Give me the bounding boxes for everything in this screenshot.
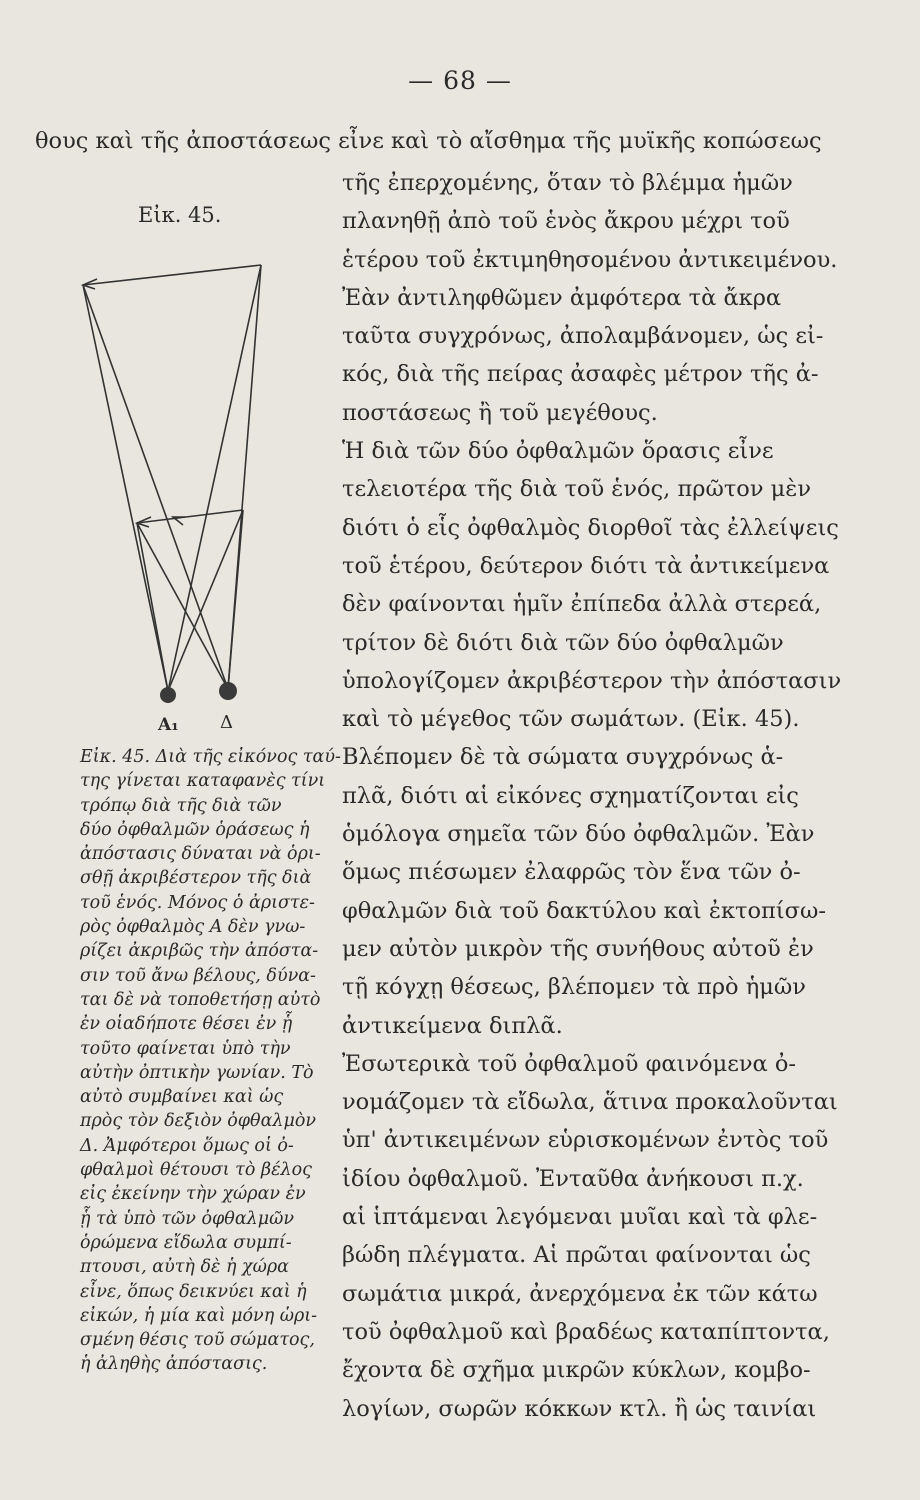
text-line: λογίων, σωρῶν κόκκων κτλ. ἢ ὡς ταινίαι <box>342 1395 817 1422</box>
text-line: τῆς ἐπερχομένης, ὅταν τὸ βλέμμα ἡμῶν <box>342 170 793 196</box>
caption-line: αὐτὴν ὀπτικὴν γωνίαν. Τὸ <box>80 1062 314 1083</box>
text-line: Βλέπομεν δὲ τὰ σώματα συγχρόνως ἁ- <box>342 744 784 771</box>
page-number: — 68 — <box>408 66 512 95</box>
near-arrow-shaft <box>137 510 243 523</box>
text-line: Ἐσωτερικὰ τοῦ ὀφθαλμοῦ φαινόμενα ὀ- <box>342 1050 797 1077</box>
text-line: ἑτέρου τοῦ ἐκτιμηθησομένου ἀντικειμένου. <box>342 246 838 273</box>
right-eye <box>219 682 237 700</box>
caption-line: πτουσι, αὐτὴ δὲ ἡ χώρα <box>80 1257 289 1278</box>
diagram-svg <box>75 255 275 735</box>
text-line: τοῦ ἑτέρου, δεύτερον διότι τὰ ἀντικείμενα <box>342 552 830 579</box>
text-line: νομάζομεν τὰ εἴδωλα, ἅτινα προκαλοῦνται <box>342 1089 838 1116</box>
first-text-line: θους καὶ τῆς ἀποστάσεως εἶνε καὶ τὸ αἴσθημα τῆς μυϊκῆς κοπώσεως <box>35 128 822 154</box>
figure-label: Εἰκ. 45. <box>138 203 222 227</box>
text-line: πλανηθῇ ἀπὸ τοῦ ἑνὸς ἄκρου μέχρι τοῦ <box>342 208 790 235</box>
caption-line: εἰκών, ἡ μία καὶ μόνη ὡρι- <box>80 1305 318 1326</box>
caption-line: της γίνεται καταφανὲς τίνι <box>80 771 326 792</box>
caption-line: ἐν οἱαδήποτε θέσει ἐν ᾗ <box>80 1014 293 1035</box>
text-line: τοῦ ὀφθαλμοῦ καὶ βραδέως καταπίπτοντα, <box>342 1318 830 1345</box>
text-line: καὶ τὸ μέγεθος τῶν σωμάτων. (Εἰκ. 45). <box>342 706 800 733</box>
text-line: τελειοτέρα τῆς διὰ τοῦ ἑνός, πρῶτον μὲν <box>342 476 812 503</box>
caption-line: ἀπόστασις δύναται νὰ ὁρι- <box>80 844 321 865</box>
text-line: δὲν φαίνονται ἡμῖν ἐπίπεδα ἀλλὰ στερεά, <box>342 591 822 618</box>
text-line: Ἐὰν ἀντιληφθῶμεν ἀμφότερα τὰ ἄκρα <box>342 284 782 311</box>
caption-line: σιν τοῦ ἄνω βέλους, δύνα- <box>80 965 316 986</box>
far-arrow-shaft <box>83 265 261 285</box>
text-line: ὅμως πιέσωμεν ἐλαφρῶς τὸν ἕνα τῶν ὀ- <box>342 859 801 886</box>
text-line: ὑπολογίζομεν ἀκριβέστερον τὴν ἀπόστασιν <box>342 667 842 694</box>
text-line: ὑπ' ἀντικειμένων εὑρισκομένων ἐντὸς τοῦ <box>342 1127 829 1154</box>
text-line: ὁμόλογα σημεῖα τῶν δύο ὀφθαλμῶν. Ἐὰν <box>342 821 815 848</box>
caption-line: ὁρώμενα εἴδωλα συμπί- <box>80 1232 292 1253</box>
text-line: ἰδίου ὀφθαλμοῦ. Ἐνταῦθα ἀνήκουσι π.χ. <box>342 1165 804 1192</box>
caption-line: αὐτὸ συμβαίνει καὶ ὡς <box>80 1087 284 1108</box>
text-line: ἔχοντα δὲ σχῆμα μικρῶν κύκλων, κομβο- <box>342 1357 811 1384</box>
left-eye <box>160 687 176 703</box>
caption-line: πρὸς τὸν δεξιὸν ὀφθαλμὸν <box>80 1111 317 1132</box>
caption-line: Δ. Ἀμφότεροι ὅμως οἱ ὀ- <box>80 1135 294 1156</box>
text-line: σωμάτια μικρά, ἀνερχόμενα ἐκ τῶν κάτω <box>342 1280 818 1307</box>
caption-line: ρὸς ὀφθαλμὸς Α δὲν γνω- <box>80 917 306 938</box>
sight-line <box>137 523 168 691</box>
sight-line <box>168 265 261 691</box>
text-line: πλᾶ, διότι αἱ εἰκόνες σχηματίζονται εἰς <box>342 782 799 809</box>
text-line: τρίτον δὲ διότι διὰ τῶν δύο ὀφθαλμῶν <box>342 629 784 656</box>
left-eye-label: Α₁ <box>158 715 179 735</box>
text-line: ἀντικείμενα διπλᾶ. <box>342 1012 563 1039</box>
binocular-vision-diagram <box>75 255 275 739</box>
text-line: φθαλμῶν διὰ τοῦ δακτύλου καὶ ἐκτοπίσω- <box>342 897 826 924</box>
text-line: βώδη πλέγματα. Αἱ πρῶται φαίνονται ὡς <box>342 1242 811 1269</box>
text-line: διότι ὁ εἷς ὀφθαλμὸς διορθοῖ τὰς ἐλλείψεις <box>342 514 839 541</box>
caption-line: εἶνε, ὅπως δεικνύει καὶ ἡ <box>80 1281 307 1302</box>
text-line: κός, διὰ τῆς πείρας ἀσαφὲς μέτρον τῆς ἀ- <box>342 361 819 388</box>
caption-line: τοῦ ἑνός. Μόνος ὁ ἀριστε- <box>80 892 315 913</box>
main-text-column <box>342 164 862 1428</box>
caption-line: ρίζει ἀκριβῶς τὴν ἀπόστα- <box>80 941 319 962</box>
text-line: ταῦτα συγχρόνως, ἀπολαμβάνομεν, ὡς εἰ- <box>342 323 824 350</box>
caption-line: εἰς ἐκείνην τὴν χώραν ἐν <box>80 1184 306 1205</box>
sight-line <box>228 510 243 689</box>
text-line: ποστάσεως ἢ τοῦ μεγέθους. <box>342 399 658 426</box>
caption-line: ἡ ἀληθὴς ἀπόστασις. <box>80 1354 268 1375</box>
caption-line: δύο ὀφθαλμῶν ὁράσεως ἡ <box>80 819 310 840</box>
right-eye-label: Δ <box>220 712 233 733</box>
text-line: αἱ ἱπτάμεναι λεγόμεναι μυῖαι καὶ τὰ φλε- <box>342 1204 818 1231</box>
text-line: μεν αὐτὸν μικρὸν τῆς συνήθους αὐτοῦ ἐν <box>342 935 814 962</box>
text-line: τῇ κόγχῃ θέσεως, βλέπομεν τὰ πρὸ ἡμῶν <box>342 974 806 1001</box>
caption-line: ται δὲ νὰ τοποθετήσῃ αὐτὸ <box>80 989 321 1010</box>
caption-line: τρόπῳ διὰ τῆς διὰ τῶν <box>80 795 282 816</box>
caption-line: σμένη θέσις τοῦ σώματος, <box>80 1330 315 1351</box>
caption-line: Εἰκ. 45. Διὰ τῆς εἰκόνος ταύ- <box>80 747 341 767</box>
caption-line: φθαλμοὶ θέτουσι τὸ βέλος <box>80 1160 312 1181</box>
caption-line: τοῦτο φαίνεται ὑπὸ τὴν <box>80 1038 291 1059</box>
caption-line: σθῇ ἀκριβέστερον τῆς διὰ <box>80 868 312 889</box>
text-line: Ἡ διὰ τῶν δύο ὀφθαλμῶν ὅρασις εἶνε <box>342 438 774 465</box>
figure-caption <box>80 745 341 1377</box>
caption-line: ᾗ τὰ ὑπὸ τῶν ὀφθαλμῶν <box>80 1208 295 1229</box>
